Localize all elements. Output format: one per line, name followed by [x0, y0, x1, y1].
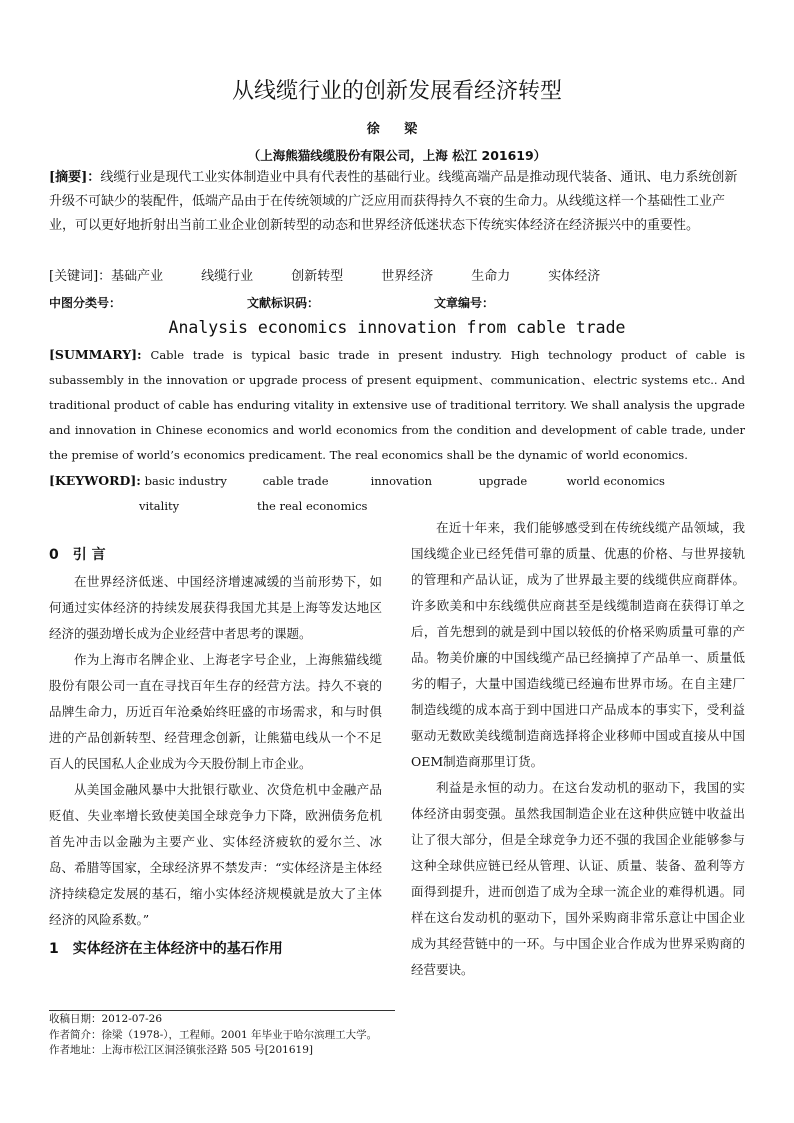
keyword-item: 生命力 [471, 269, 511, 284]
footnote-divider [49, 1010, 395, 1011]
body-left-column [49, 541, 382, 963]
chinese-abstract [49, 166, 745, 238]
keyword-item: 线缆行业 [201, 269, 254, 284]
clc-number-label: 中图分类号： [49, 296, 122, 310]
body-paragraph: 作为上海市名牌企业、上海老字号企业，上海熊猫线缆股份有限公司一直在寻找百年生存的经营方法。持久不衰的品牌生命力，历近百年沧桑始终旺盛的市场需求，和与时俱进的产品创新转型、经营理念创新，让熊猫电线从一个不足百人的民国私人企业成为今天股份制上市企业。 [49, 652, 382, 771]
english-keyword-item: innovation [370, 474, 432, 488]
english-keyword-item: cable trade [262, 474, 329, 488]
english-keywords [49, 468, 745, 519]
english-keyword-item: vitality [139, 499, 180, 513]
body-paragraph: 在近十年来，我们能够感受到在传统线缆产品领域，我国线缆企业已经凭借可靠的质量、优惠的价格、与世界接轨的管理和产品认证，成为了世界最主要的线缆供应商群体。许多欧美和中东线缆供应商甚至是线缆制造商在获得订单之后，首先想到的就是到中国以较低的价格采购质量可靠的产品。物美价廉的中国线缆产品已经摘掉了产品单一、质量低劣的帽子，大量中国造线缆已经遍布世界市场。在自主建厂制造线缆的成本高于到中国进口产品成本的事实下，受利益驱动无数欧美线缆制造商选择将企业移师中国或直接从中国OEM制造商那里订货。 [411, 520, 745, 769]
author-affiliation: （上海熊猫线缆股份有限公司，上海 松江 201619） [247, 148, 547, 163]
keyword-item: 实体经济 [548, 269, 601, 284]
body-paragraph: 利益是永恒的动力。在这台发动机的驱动下，我国的实体经济由弱变强。虽然我国制造企业在这种供应链中收益出让了很大部分，但是全球竞争力还不强的我国企业能够参与这种全球供应链已经从管理、认证、质量、装备、盈利等方面得到提升，进而创造了成为全球一流企业的难得机遇。同样在这台发动机的驱动下，国外采购商非常乐意让中国企业成为其经营链中的一环。与中国企业合作成为世界采购商的经营要诀。 [411, 780, 745, 977]
body-paragraph: 在世界经济低迷、中国经济增速减缓的当前形势下，如何通过实体经济的持续发展获得我国尤其是上海等发达地区经济的强劲增长成为企业经营中者思考的课题。 [49, 574, 382, 641]
article-number-label: 文章编号： [434, 296, 495, 310]
keyword-item: 创新转型 [291, 269, 344, 284]
footnote-author-address: 作者地址：上海市松江区洞泾镇张泾路 505 号[201619] [49, 1044, 313, 1056]
classification-row [49, 294, 745, 314]
footnote-author-bio: 作者简介：徐梁（1978-），工程师。2001 年毕业于哈尔滨理工大学。 [49, 1028, 378, 1041]
english-keyword-item: upgrade [478, 474, 528, 488]
body-paragraph: 从美国金融风暴中大批银行歇业、次贷危机中金融产品贬值、失业率增长致使美国全球竞争力下降，欧洲债务危机首先冲击以金融为主要产业、实体经济疲软的爱尔兰、冰岛、希腊等国家，全球经济界不禁发声：“实体经济是主体经济持续稳定发展的基石，缩小实体经济规模就是放大了主体经济的风险系数。” [49, 782, 382, 927]
document-code-label: 文献标识码： [247, 296, 320, 310]
chinese-keywords [49, 266, 745, 288]
english-summary [49, 342, 745, 468]
author-name: 徐 梁 [366, 122, 428, 137]
summary-label: [SUMMARY]: [49, 347, 142, 362]
footnotes [49, 1012, 549, 1059]
keyword-item: 基础产业 [111, 269, 164, 284]
abstract-label: [摘要]： [49, 170, 101, 185]
english-keyword-item: the real economics [257, 499, 368, 513]
english-title: Analysis economics innovation from cable trade [168, 318, 626, 337]
paper-title: 从线缆行业的创新发展看经济转型 [231, 79, 562, 104]
abstract-text: 线缆行业是现代工业实体制造业中具有代表性的基础行业。线缆高端产品是推动现代装备、通讯、电力系统创新升级不可缺少的装配件，低端产品由于在传统领域的广泛应用而获得持久不衰的生命力。从线缆这样一个基础性工业产业，可以更好地折射出当前工业企业创新转型的动态和世界经济低迷状态下传统实体经济在经济振兴中的重要性。 [49, 170, 738, 233]
keywords-label: [关键词]： [49, 269, 112, 284]
english-keyword-item: basic industry [144, 474, 227, 488]
keyword-item: 世界经济 [381, 269, 434, 284]
english-keyword-label: [KEYWORD]: [49, 473, 141, 488]
section-1-heading: 1 实体经济在主体经济中的基石作用 [49, 941, 283, 957]
footnote-received: 收稿日期：2012-07-26 [49, 1013, 163, 1025]
body-right-column [411, 515, 745, 983]
english-keyword-item: world economics [566, 474, 665, 488]
section-0-heading: 0 引 言 [49, 547, 106, 563]
summary-text: Cable trade is typical basic trade in present industry. High technology product of cable is subassembly in the innovation or upgrade process of present equipment、communication、electric systems etc.. And traditional product of cable has enduring vitality in extensive use of traditional territory. We shall analysis the upgrade and innovation in Chinese economics and world economics from the condition and development of cable trade, under the premise of world’s economics predicament. The real economics shall be the dynamic of world economics. [49, 348, 746, 462]
